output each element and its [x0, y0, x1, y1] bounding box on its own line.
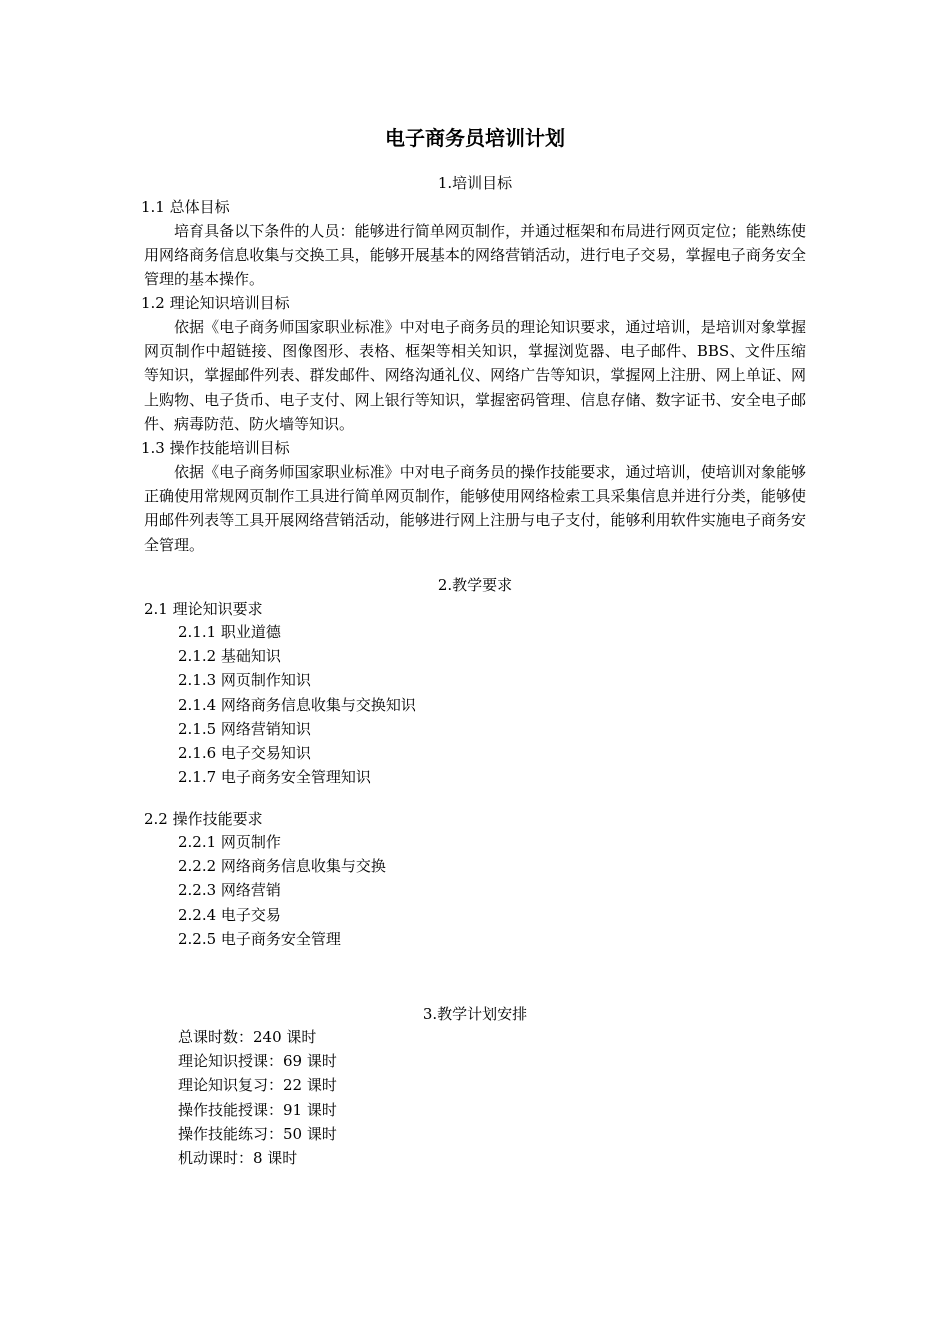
section-1-heading: 1.培训目标	[437, 174, 513, 192]
subsection-1-3-heading: 1.3 操作技能培训目标	[141, 439, 290, 457]
list-item: 总课时数：240 课时	[178, 1028, 317, 1046]
subsection-2-1-heading: 2.1 理论知识要求	[144, 600, 263, 618]
section-3-heading: 3.教学计划安排	[422, 1005, 528, 1023]
list-item: 2.2.1 网页制作	[178, 833, 281, 851]
list-item: 操作技能练习：50 课时	[178, 1124, 337, 1143]
theory-requirements-list	[178, 620, 416, 789]
subsection-1-3-text: 依据《电子商务师国家职业标准》中对电子商务员的操作技能要求，通过培训，使培训对象能够正确使用常规网页制作工具进行简单网页制作，能够使用网络检索工具采集信息并进行分类，能够使用邮件列表等工具开展网络营销活动，能够进行网上注册与电子支付，能够利用软件实施电子商务安全管理。	[144, 463, 806, 554]
subsection-1-1-heading: 1.1 总体目标	[141, 198, 230, 216]
list-item: 2.2.5 电子商务安全管理	[178, 929, 341, 948]
subsection-1-1-text: 培育具备以下条件的人员：能够进行简单网页制作，并通过框架和布局进行网页定位；能熟练使用网络商务信息收集与交换工具，能够开展基本的网络营销活动，进行电子交易，掌握电子商务安全管理的基本操作。	[144, 222, 806, 289]
list-item: 2.2.4 电子交易	[178, 905, 281, 924]
list-item: 2.1.4 网络商务信息收集与交换知识	[178, 695, 416, 714]
list-item: 理论知识复习：22 课时	[178, 1076, 337, 1095]
list-item: 2.1.5 网络营销知识	[178, 719, 311, 738]
list-item: 2.1.7 电子商务安全管理知识	[178, 768, 371, 787]
schedule-list	[178, 1025, 337, 1170]
document-title: 电子商务员培训计划	[385, 126, 565, 150]
list-item: 操作技能授课：91 课时	[178, 1100, 337, 1119]
list-item: 2.1.2 基础知识	[178, 647, 281, 666]
list-item: 2.2.2 网络商务信息收集与交换	[178, 857, 386, 876]
section-2-heading: 2.教学要求	[437, 576, 513, 594]
list-item: 2.1.1 职业道德	[178, 623, 281, 641]
skill-requirements-list	[178, 830, 386, 951]
list-item: 2.2.3 网络营销	[178, 881, 281, 900]
list-item: 2.1.3 网页制作知识	[178, 671, 311, 690]
list-item: 理论知识授课：69 课时	[178, 1052, 337, 1071]
subsection-1-2-heading: 1.2 理论知识培训目标	[141, 294, 290, 312]
subsection-2-2-heading: 2.2 操作技能要求	[144, 810, 263, 828]
list-item: 机动课时：8 课时	[178, 1148, 298, 1167]
subsection-1-2-text: 依据《电子商务师国家职业标准》中对电子商务员的理论知识要求，通过培训，是培训对象掌握网页制作中超链接、图像图形、表格、框架等相关知识，掌握浏览器、电子邮件、BBS、文件压缩等知识，掌握邮件列表、群发邮件、网络沟通礼仪、网络广告等知识，掌握网上注册、网上单证、网上购物、电子货币、电子支付、网上银行等知识，掌握密码管理、信息存储、数字证书、安全电子邮件、病毒防范、防火墙等知识。	[144, 318, 806, 433]
list-item: 2.1.6 电子交易知识	[178, 743, 311, 762]
